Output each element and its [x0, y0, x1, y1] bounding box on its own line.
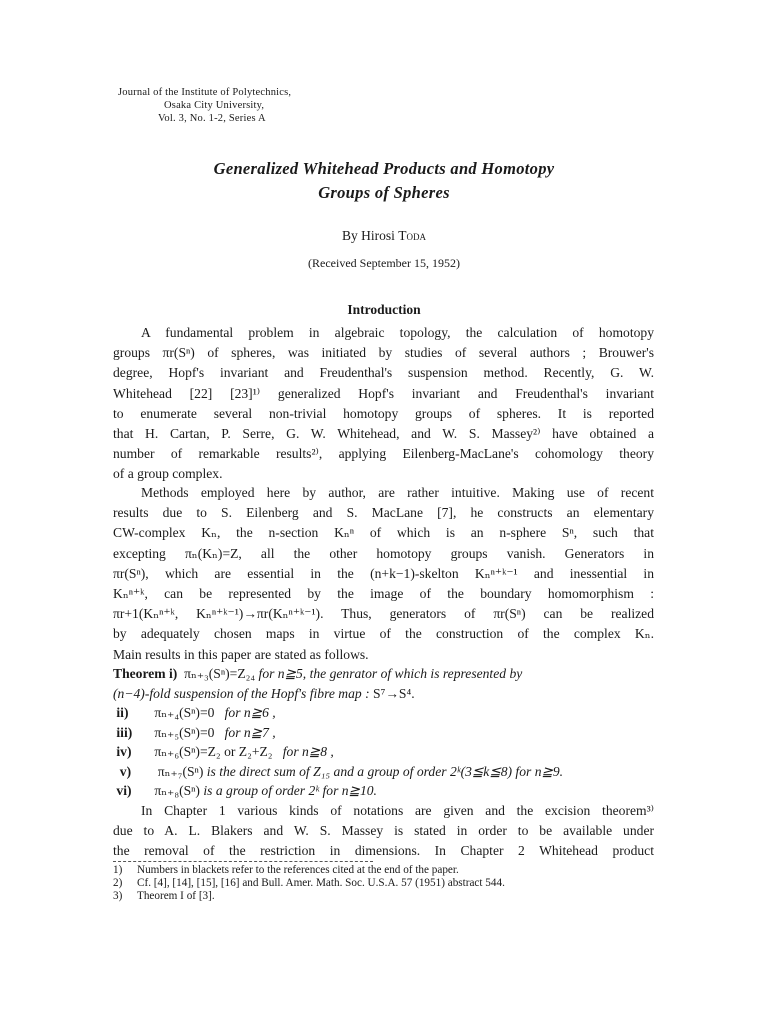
text-line: due to A. L. Blakers and W. S. Massey is stated in order to be available under — [113, 823, 654, 839]
footnote-number: 1) — [113, 864, 123, 876]
item-formula: πₙ₊₈(Sⁿ) — [154, 783, 200, 798]
text-line: In Chapter 1 various kinds of notations are given and the excision theorem³⁾ — [141, 803, 654, 818]
text-line: πr(Sⁿ), which are essential in the (n+k−1)-skelton Kₙⁿ⁺ᵏ⁻¹ and inessential in — [113, 565, 654, 581]
footnote-text: Cf. [4], [14], [15], [16] and Bull. Amer. Math. Soc. U.S.A. 57 (1951) abstract 544. — [137, 877, 505, 890]
item-number: ii) — [116, 705, 129, 720]
footnote — [113, 877, 673, 890]
journal-header — [118, 86, 291, 125]
text-line: degree, Hopf's invariant and Freudenthal's suspension method. Recently, G. W. — [113, 365, 654, 381]
journal-name: Journal of the Institute of Polytechnics, — [118, 87, 292, 98]
footnote — [113, 890, 673, 903]
item-formula: πₙ₊₅(Sⁿ)=0 — [154, 724, 215, 740]
item-text: (n−4)-fold suspension of the Hopf's fibre map : — [113, 685, 370, 701]
received-date: (Received September 15, 1952) — [308, 256, 460, 270]
theorem-item-i — [113, 664, 658, 684]
footnote-text: Theorem I of [3]. — [137, 890, 215, 903]
text-line: number of remarkable results²⁾, applying Eilenberg-MacLane's cohomology theory — [113, 446, 654, 462]
item-number: vi) — [116, 783, 132, 798]
text-line: by adequately chosen maps in virtue of the construction of the complex Kₙ. — [113, 626, 654, 642]
text-line: πr+1(Kₙⁿ⁺ᵏ, Kₙⁿ⁺ᵏ⁻¹)→πr(Kₙⁿ⁺ᵏ⁻¹). Thus, generators of πr(Sⁿ) can be realized — [113, 606, 654, 622]
text-line: to enumerate several non-trivial homotopy groups of spheres. It is reported — [113, 405, 654, 421]
author-surname: Toda — [398, 228, 426, 243]
item-number: v) — [119, 763, 132, 779]
item-formula: πₙ₊₆(Sⁿ)=Z₂ or Z₂+Z₂ — [154, 744, 273, 759]
paper-title — [0, 157, 768, 205]
footnote-divider — [113, 861, 373, 862]
intro-paragraph-2 — [113, 483, 654, 665]
item-formula: S⁷→S⁴. — [373, 685, 415, 701]
footnote-text: Numbers in blackets refer to the references cited at the end of the paper. — [137, 864, 459, 876]
text-line: A fundamental problem in algebraic topology, the calculation of homotopy — [141, 325, 654, 340]
theorem-item-i-cont — [113, 684, 658, 704]
item-number: iv) — [116, 744, 132, 759]
text-line: results due to S. Eilenberg and S. MacLane [7], he constructs an elementary — [113, 505, 654, 521]
item-text: for n≧6 , — [224, 705, 276, 720]
footnote-number: 2) — [113, 877, 123, 890]
item-text: is the direct sum of Z₁₅ and a group of order 2ᵏ(3≦k≦8) for n≧9. — [206, 763, 564, 779]
theorem-label: Theorem — [113, 666, 166, 681]
journal-volume: Vol. 3, No. 1-2, Series A — [158, 113, 266, 124]
title-line-1: Generalized Whitehead Products and Homotopy — [213, 159, 555, 178]
theorem-item-ii — [113, 703, 658, 723]
text-line: Main results in this paper are stated as follows. — [113, 646, 369, 662]
author-prefix: By Hirosi — [341, 228, 395, 243]
theorem-item-iv — [113, 742, 658, 762]
text-line: Kₙⁿ⁺ᵏ, can be represented by the image of the boundary homomorphism : — [113, 585, 654, 601]
theorem-item-iii — [113, 723, 658, 743]
theorem-item-v — [113, 762, 658, 782]
author-line — [0, 228, 768, 244]
theorem-item-vi — [113, 781, 658, 801]
section-heading: Introduction — [347, 302, 421, 317]
text-line: Methods employed here by author, are rather intuitive. Making use of recent — [141, 485, 654, 500]
title-line-2: Groups of Spheres — [318, 183, 450, 202]
text-line: Whitehead [22] [23]¹⁾ generalized Hopf's invariant and Freudenthal's invariant — [113, 385, 654, 401]
text-line: groups πr(Sⁿ) of spheres, was initiated by studies of several authors ; Brouwer's — [113, 345, 654, 361]
footnote — [113, 864, 673, 877]
text-line: that H. Cartan, P. Serre, G. W. Whitehead, and W. S. Massey²⁾ have obtained a — [113, 425, 654, 441]
intro-paragraph-1 — [113, 323, 654, 485]
text-line: of a group complex. — [113, 466, 223, 482]
main-theorem — [113, 664, 658, 801]
journal-university: Osaka City University, — [164, 100, 265, 111]
text-line: CW-complex Kₙ, the n-section Kₙⁿ of which is an n-sphere Sⁿ, such that — [113, 525, 654, 541]
text-line: the removal of the restriction in dimensions. In Chapter 2 Whitehead product — [113, 843, 654, 859]
item-text: for n≧5, the genrator of which is represented by — [258, 666, 523, 681]
item-number: iii) — [116, 724, 133, 740]
text-line: excepting πₙ(Kₙ)=Z, all the other homotopy groups vanish. Generators in — [113, 545, 654, 561]
item-text: for n≧8 , — [282, 744, 334, 759]
footnotes — [113, 864, 673, 904]
item-formula: πₙ₊₇(Sⁿ) — [157, 763, 204, 779]
item-formula: πₙ₊₄(Sⁿ)=0 — [154, 705, 215, 720]
item-text: for n≧7 , — [224, 724, 276, 740]
item-formula: πₙ₊₃(Sⁿ)=Z₂₄ — [184, 666, 256, 681]
item-number: i) — [169, 666, 178, 681]
item-text: is a group of order 2ᵏ for n≧10. — [203, 783, 377, 798]
intro-paragraph-3 — [113, 801, 654, 862]
footnote-number: 3) — [113, 890, 123, 903]
